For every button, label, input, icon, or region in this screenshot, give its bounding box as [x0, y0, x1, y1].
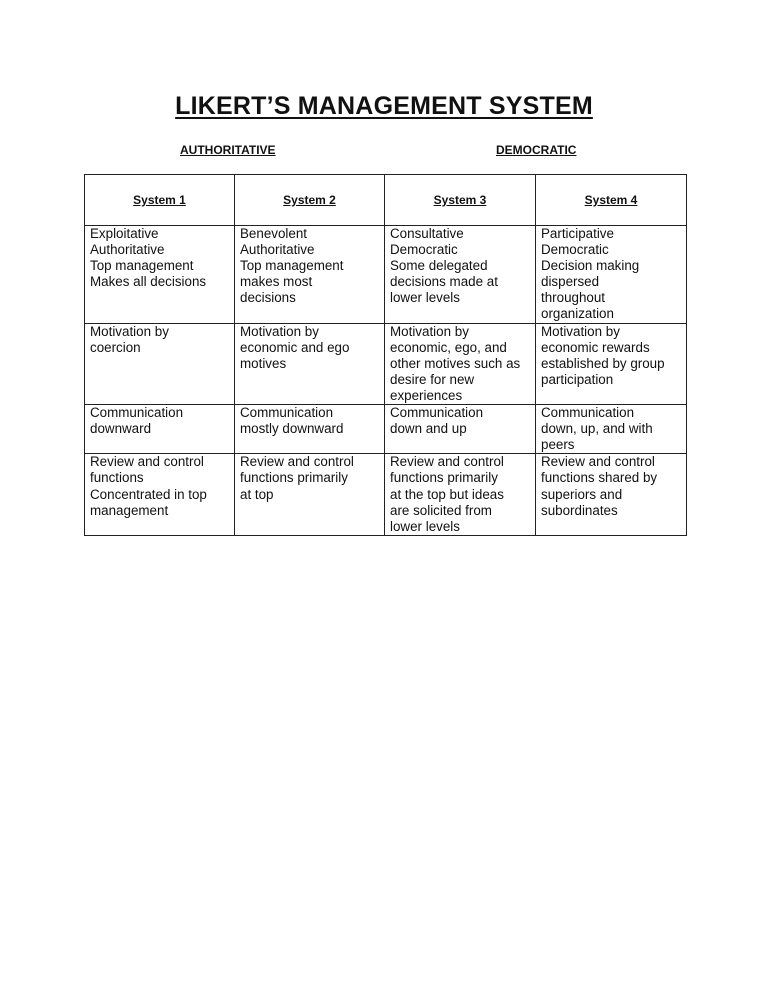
cell-text-line: at top [240, 486, 274, 502]
cell-text-line: Motivation by [90, 323, 169, 339]
cell-text-line: Exploitative [90, 226, 159, 241]
cell-text-line: Top management [90, 258, 194, 274]
table-cell-review-and-control-system-2 [235, 454, 385, 535]
table-cell-communication-system-4 [536, 405, 687, 454]
cell-text-line: downward [90, 421, 152, 437]
cell-text-line: established by group [541, 355, 665, 371]
header-system-4: System 4 [536, 175, 687, 226]
cell-text-line: management [90, 502, 169, 518]
cell-text-line: Motivation by [541, 323, 620, 339]
header-system-2: System 2 [235, 175, 385, 226]
cell-text-line: functions [90, 470, 144, 486]
table-cell-motivation-system-1 [85, 323, 235, 404]
table-cell-communication-system-2 [235, 405, 385, 454]
table-cell-review-and-control-system-1 [85, 454, 235, 535]
table-cell-management-style-system-4 [536, 226, 687, 324]
cell-text-line: subordinates [541, 502, 618, 518]
cell-text-line: Authoritative [240, 242, 315, 258]
table-row-review-and-control [85, 454, 687, 535]
table-row-motivation [85, 323, 687, 404]
table-cell-management-style-system-1 [85, 226, 235, 324]
table-row-management-style [85, 226, 687, 324]
cell-text-line: Some delegated [390, 258, 488, 274]
cell-text-line: Democratic [541, 242, 609, 258]
table-cell-management-style-system-2 [235, 226, 385, 324]
cell-text-line: Authoritative [90, 242, 165, 258]
cell-text-line: Motivation by [390, 323, 469, 339]
cell-text-line: organization [541, 306, 614, 322]
cell-text-line: Makes all decisions [90, 274, 207, 290]
cell-text-line: functions primarily [390, 470, 498, 486]
cell-text-line: Review and control [240, 454, 354, 470]
cell-text-line: Democratic [390, 242, 458, 258]
cell-text-line: at the top but ideas [390, 486, 504, 502]
cell-text-line: Communication [541, 405, 635, 421]
cell-text-line: Review and control [541, 454, 655, 470]
cell-text-line: functions shared by [541, 470, 658, 486]
cell-text-line: down and up [390, 421, 467, 437]
cell-text-line: motives [240, 355, 287, 371]
cell-text-line: makes most [240, 274, 313, 290]
table-cell-motivation-system-2 [235, 323, 385, 404]
cell-text-line: are solicited from [390, 502, 492, 518]
table-cell-communication-system-1 [85, 405, 235, 454]
cell-text-line: economic, ego, and [390, 339, 507, 355]
democratic-label: DEMOCRATIC [496, 143, 577, 157]
cell-text-line: Participative [541, 226, 614, 241]
table-cell-review-and-control-system-4 [536, 454, 687, 535]
cell-text-line: down, up, and with [541, 421, 653, 437]
cell-text-line: Benevolent [240, 226, 308, 241]
cell-text-line: peers [541, 437, 575, 453]
cell-text-line: dispersed [541, 274, 600, 290]
likert-systems-table [84, 174, 687, 536]
cell-text-line: experiences [390, 387, 463, 403]
cell-text-line: decisions [240, 290, 296, 306]
cell-text-line: lower levels [390, 518, 460, 534]
cell-text-line: lower levels [390, 290, 460, 306]
cell-text-line: participation [541, 371, 614, 387]
cell-text-line: Communication [240, 405, 334, 421]
table-cell-motivation-system-4 [536, 323, 687, 404]
cell-text-line: Consultative [390, 226, 464, 241]
cell-text-line: Communication [390, 405, 484, 421]
cell-text-line: other motives such as [390, 355, 521, 371]
header-system-1: System 1 [85, 175, 235, 226]
cell-text-line: Review and control [90, 454, 204, 470]
cell-text-line: Decision making [541, 258, 640, 274]
cell-text-line: Top management [240, 258, 344, 274]
cell-text-line: economic and ego [240, 339, 350, 355]
cell-text-line: coercion [90, 339, 141, 355]
authoritative-label: AUTHORITATIVE [180, 143, 276, 157]
table-row-communication [85, 405, 687, 454]
table-header-row [85, 175, 687, 226]
cell-text-line: desire for new [390, 371, 475, 387]
table-cell-motivation-system-3 [385, 323, 536, 404]
cell-text-line: superiors and [541, 486, 623, 502]
cell-text-line: functions primarily [240, 470, 348, 486]
table-cell-communication-system-3 [385, 405, 536, 454]
cell-text-line: decisions made at [390, 274, 498, 290]
cell-text-line: Review and control [390, 454, 504, 470]
cell-text-line: mostly downward [240, 421, 344, 437]
table-body [85, 226, 687, 536]
header-system-3: System 3 [385, 175, 536, 226]
cell-text-line: Concentrated in top [90, 486, 207, 502]
table-cell-management-style-system-3 [385, 226, 536, 324]
cell-text-line: Motivation by [240, 323, 319, 339]
cell-text-line: economic rewards [541, 339, 650, 355]
page-title: LIKERT’S MANAGEMENT SYSTEM [175, 92, 593, 120]
cell-text-line: Communication [90, 405, 184, 421]
table-cell-review-and-control-system-3 [385, 454, 536, 535]
cell-text-line: throughout [541, 290, 606, 306]
